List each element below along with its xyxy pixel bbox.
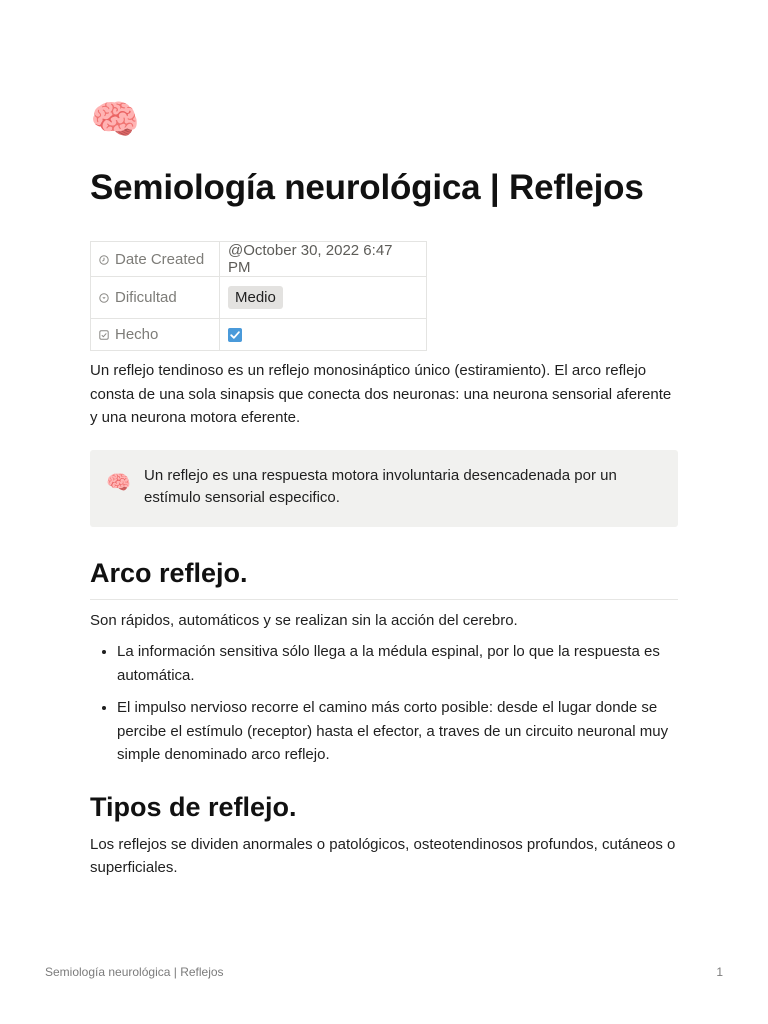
callout-text: Un reflejo es una respuesta motora involuntaria desencadenada por un estímulo sensorial especifico. (144, 466, 617, 506)
list-item: • La información sensitiva sólo llega a la médula espinal, por lo que la respuesta es automática. (117, 640, 678, 687)
property-row-hecho (91, 319, 427, 351)
property-row-dificultad (91, 277, 427, 319)
page-footer (45, 965, 723, 979)
arco-bullet-list (90, 640, 678, 767)
property-name-cell (91, 242, 220, 277)
tipos-paragraph: Los reflejos se dividen anormales o patológicos, osteotendinosos profundos, cutáneos o superficiales. (90, 835, 676, 876)
checkbox-icon (99, 330, 109, 340)
clock-icon (99, 255, 109, 265)
footer-title: Semiología neurológica | Reflejos (45, 965, 224, 979)
property-name-cell (91, 319, 220, 351)
callout-block (90, 450, 678, 527)
properties-table (90, 241, 427, 351)
arco-paragraph: Son rápidos, automáticos y se realizan sin la acción del cerebro. (90, 611, 518, 629)
checkmark-icon (228, 328, 242, 342)
list-item: • El impulso nervioso recorre el camino más corto posible: desde el lugar donde se percibe el estímulo (receptor) hasta el efector, a traves de un circuito neuronal muy simple denominado arco reflejo. (117, 696, 678, 767)
property-name-cell (91, 277, 220, 319)
property-value-cell (220, 319, 427, 351)
difficulty-tag[interactable]: Medio (228, 286, 283, 309)
page-title: Semiología neurológica | Reflejos (90, 168, 644, 207)
property-label: Hecho (115, 326, 159, 343)
select-icon (99, 293, 109, 303)
page-number: 1 (716, 965, 723, 979)
intro-paragraph: Un reflejo tendinoso es un reflejo monosináptico único (estiramiento). El arco reflejo consta de una sola sinapsis que conecta dos neuronas: una neurona sensorial aferente y una neurona motora eferente. (90, 362, 672, 426)
page-content (90, 100, 678, 880)
brain-icon: 🧠 (106, 471, 131, 494)
property-value-cell[interactable] (220, 277, 427, 319)
property-row-date-created (91, 242, 427, 277)
property-label: Date Created (115, 250, 205, 268)
brain-icon[interactable]: 🧠 (90, 98, 140, 142)
property-value-cell[interactable] (220, 242, 427, 277)
heading-tipos-de-reflejo: Tipos de reflejo. (90, 791, 297, 822)
heading-arco-reflejo: Arco reflejo. (90, 556, 678, 600)
done-checkbox[interactable] (228, 328, 242, 342)
date-created-value: @October 30, 2022 6:47 PM (228, 242, 393, 276)
property-label: Dificultad (115, 289, 177, 306)
